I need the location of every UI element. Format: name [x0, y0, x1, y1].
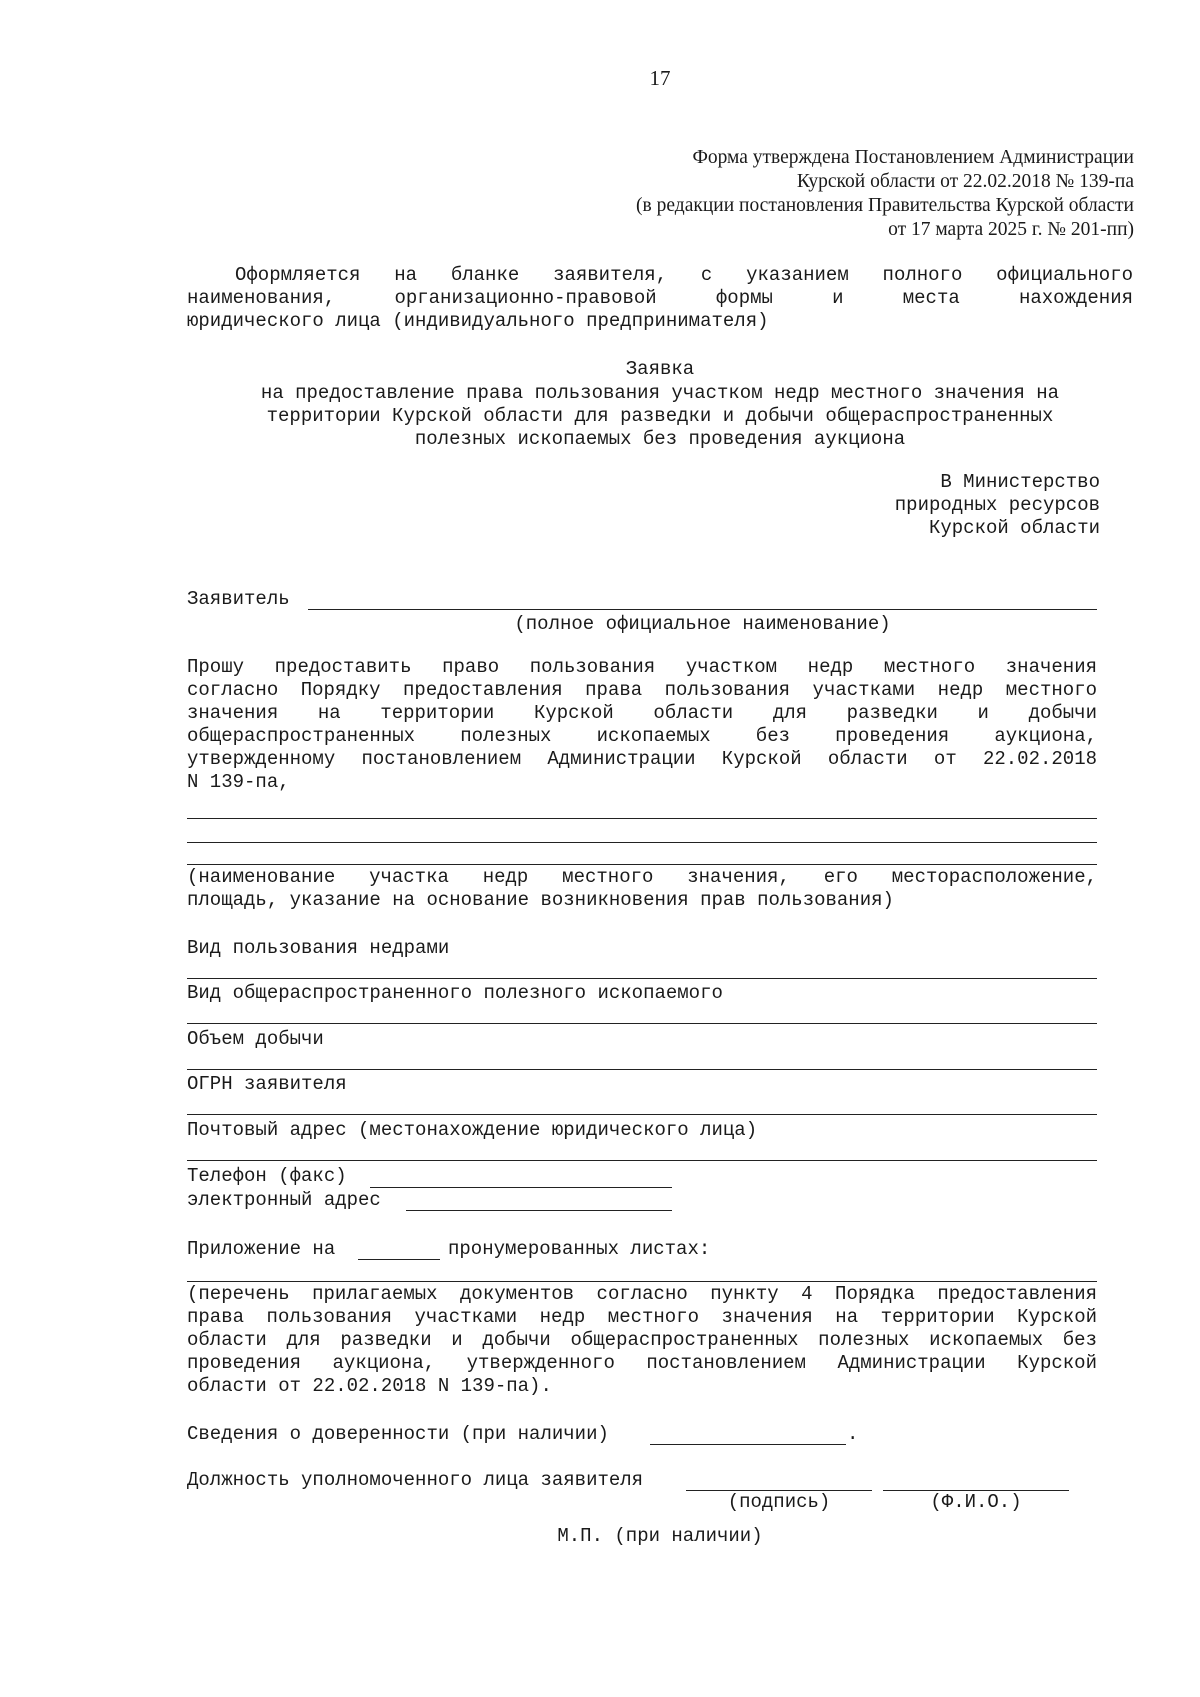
appendix-note-line: области от 22.02.2018 N 139-па).	[187, 1375, 552, 1397]
power-of-attorney-label: Сведения о доверенности (при наличии)	[187, 1423, 609, 1445]
plot-note	[187, 866, 1097, 912]
power-of-attorney-input-line[interactable]	[650, 1444, 846, 1445]
addressee	[895, 471, 1100, 540]
signature-hint: (подпись)	[727, 1491, 831, 1513]
mineral-type-label: Вид общераспространенного полезного ископаемого	[187, 982, 723, 1004]
postal-address-input-line[interactable]	[187, 1160, 1097, 1161]
signatory-label: Должность уполномоченного лица заявителя	[187, 1469, 644, 1491]
plot-note-line: площадь, указание на основание возникновения прав пользования)	[187, 889, 894, 911]
mineral-type-input-line[interactable]	[187, 1023, 1097, 1024]
email-label: электронный адрес	[187, 1189, 381, 1211]
document-title	[187, 358, 1133, 451]
request-line: значения на территории Курской области для разведки и добычи	[187, 702, 1097, 724]
appendix-prefix: Приложение на	[187, 1238, 336, 1260]
appendix-note-line: (перечень прилагаемых документов согласно пункту 4 Порядка предоставления	[187, 1283, 1097, 1305]
blank-note-line: наименования, организационно-правовой формы и места нахождения	[187, 287, 1133, 309]
ogrn-input-line[interactable]	[187, 1114, 1097, 1115]
applicant-label: Заявитель	[187, 588, 290, 610]
appendix-note	[187, 1283, 1097, 1398]
plot-note-line: (наименование участка недр местного значения, его месторасположение,	[187, 866, 1097, 888]
title-line: территории Курской области для разведки и добычи общераспространенных	[266, 405, 1054, 427]
appendix-suffix: пронумерованных листах:	[448, 1238, 711, 1260]
title-heading: Заявка	[625, 358, 695, 380]
appendix-note-line: проведения аукциона, утвержденного постановлением Администрации Курской	[187, 1352, 1097, 1374]
appendix-note-line: права пользования участками недр местного значения на территории Курской	[187, 1306, 1097, 1328]
appendix-input-line[interactable]	[187, 1281, 1097, 1282]
plot-input-line-3[interactable]	[187, 864, 1097, 865]
ogrn-label: ОГРН заявителя	[187, 1073, 347, 1095]
request-line: утвержденному постановлением Администрации Курской области от 22.02.2018	[187, 748, 1097, 770]
plot-input-line-2[interactable]	[187, 842, 1097, 843]
addressee-line: природных ресурсов	[894, 494, 1100, 516]
usage-type-label: Вид пользования недрами	[187, 937, 450, 959]
title-line: полезных ископаемых без проведения аукциона	[414, 428, 906, 450]
request-line: N 139-па,	[187, 771, 290, 793]
appendix-note-line: области для разведки и добычи общераспространенных полезных ископаемых без	[187, 1329, 1097, 1351]
volume-input-line[interactable]	[187, 1069, 1097, 1070]
request-line: согласно Порядку предоставления права пользования участками недр местного	[187, 679, 1097, 701]
request-line: общераспространенных полезных ископаемых без проведения аукциона,	[187, 725, 1097, 747]
approval-stamp	[636, 146, 1134, 242]
request-paragraph	[187, 656, 1097, 794]
volume-label: Объем добычи	[187, 1028, 324, 1050]
title-line: на предоставление права пользования участком недр местного значения на	[260, 382, 1060, 404]
email-input-line[interactable]	[406, 1210, 672, 1211]
phone-input-line[interactable]	[370, 1187, 672, 1188]
request-line: Прошу предоставить право пользования участком недр местного значения	[187, 656, 1097, 678]
approval-line: Форма утверждена Постановлением Администрации	[692, 147, 1134, 168]
page-number: 17	[649, 66, 671, 90]
appendix-count-input-line[interactable]	[358, 1259, 440, 1260]
phone-label: Телефон (факс)	[187, 1165, 347, 1187]
blank-note-line: юридического лица (индивидуального предпринимателя)	[187, 310, 769, 332]
plot-input-line-1[interactable]	[187, 818, 1097, 819]
addressee-line: Курской области	[928, 517, 1100, 539]
applicant-hint: (полное официальное наименование)	[514, 613, 891, 635]
blank-note	[187, 264, 1133, 333]
postal-address-label: Почтовый адрес (местонахождение юридического лица)	[187, 1119, 758, 1141]
approval-line: (в редакции постановления Правительства Курской области	[636, 195, 1134, 216]
applicant-input-line[interactable]	[308, 609, 1097, 610]
power-of-attorney-end: .	[847, 1423, 859, 1445]
approval-line: Курской области от 22.02.2018 № 139-па	[796, 171, 1134, 192]
blank-note-line: Оформляется на бланке заявителя, с указанием полного официального	[235, 264, 1133, 286]
approval-line: от 17 марта 2025 г. № 201-пп)	[888, 219, 1134, 240]
usage-type-input-line[interactable]	[187, 978, 1097, 979]
stamp-placeholder: М.П. (при наличии)	[557, 1525, 763, 1547]
addressee-line: В Министерство	[940, 471, 1100, 493]
name-hint: (Ф.И.О.)	[930, 1491, 1022, 1513]
